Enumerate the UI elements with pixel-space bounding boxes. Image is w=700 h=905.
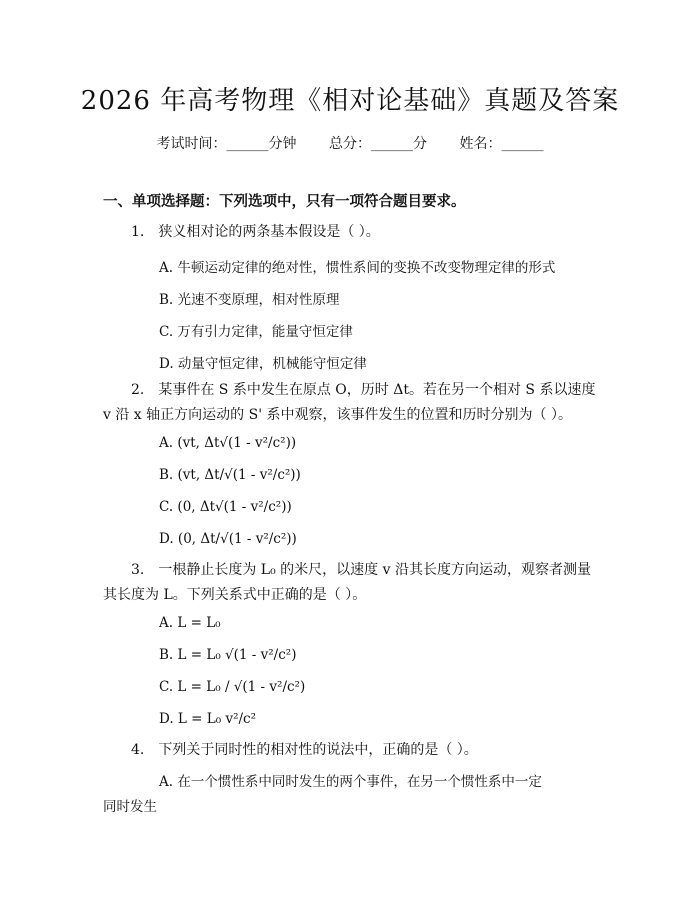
question-3-stem: 3. 一根静止长度为 L₀ 的米尺，以速度 v 沿其长度方向运动，观察者测量其长度为 L。下列关系式中正确的是（ ）。	[103, 562, 591, 603]
question-1-option-b: B. 光速不变原理，相对性原理	[159, 292, 340, 308]
exam-meta	[0, 133, 700, 153]
question-3-option-b: B. L = L₀ √(1 - v²/c²)	[159, 647, 297, 663]
question-1-option-c: C. 万有引力定律，能量守恒定律	[159, 324, 353, 340]
question-4-option-a: A. 在一个惯性系中同时发生的两个事件，在另一个惯性系中一定同时发生	[103, 774, 542, 815]
page-title: 2026 年高考物理《相对论基础》真题及答案	[80, 86, 620, 116]
question-3-option-a: A. L = L₀	[159, 615, 221, 631]
question-2-option-a: A. (vt, Δt√(1 - v²/c²))	[159, 435, 297, 451]
question-1-stem: 1. 狭义相对论的两条基本假设是（ ）。	[131, 224, 380, 240]
exam-name: 姓名：______	[459, 136, 544, 152]
question-2-option-b: B. (vt, Δt/√(1 - v²/c²))	[159, 467, 301, 483]
question-4-stem: 4. 下列关于同时性的相对性的说法中，正确的是（ ）。	[131, 742, 478, 758]
exam-time: 考试时间：______分钟	[156, 136, 297, 152]
question-3-option-c: C. L = L₀ / √(1 - v²/c²)	[159, 679, 306, 695]
question-1-option-d: D. 动量守恒定律，机械能守恒定律	[159, 356, 367, 372]
question-3-option-d: D. L = L₀ v²/c²	[159, 711, 257, 727]
question-2-stem: 2. 某事件在 S 系中发生在原点 O，历时 Δt。若在另一个相对 S 系以速度 v 沿 x 轴正方向运动的 S' 系中观察，该事件发生的位置和历时分别为（ ）。	[103, 382, 596, 423]
section-heading: 一、单项选择题：下列选项中，只有一项符合题目要求。	[103, 193, 466, 210]
question-2-option-c: C. (0, Δt√(1 - v²/c²))	[159, 499, 292, 515]
exam-total-score: 总分：______分	[329, 136, 427, 152]
question-2-option-d: D. (0, Δt/√(1 - v²/c²))	[159, 531, 297, 547]
question-1-option-a: A. 牛顿运动定律的绝对性，惯性系间的变换不改变物理定律的形式	[159, 260, 556, 276]
